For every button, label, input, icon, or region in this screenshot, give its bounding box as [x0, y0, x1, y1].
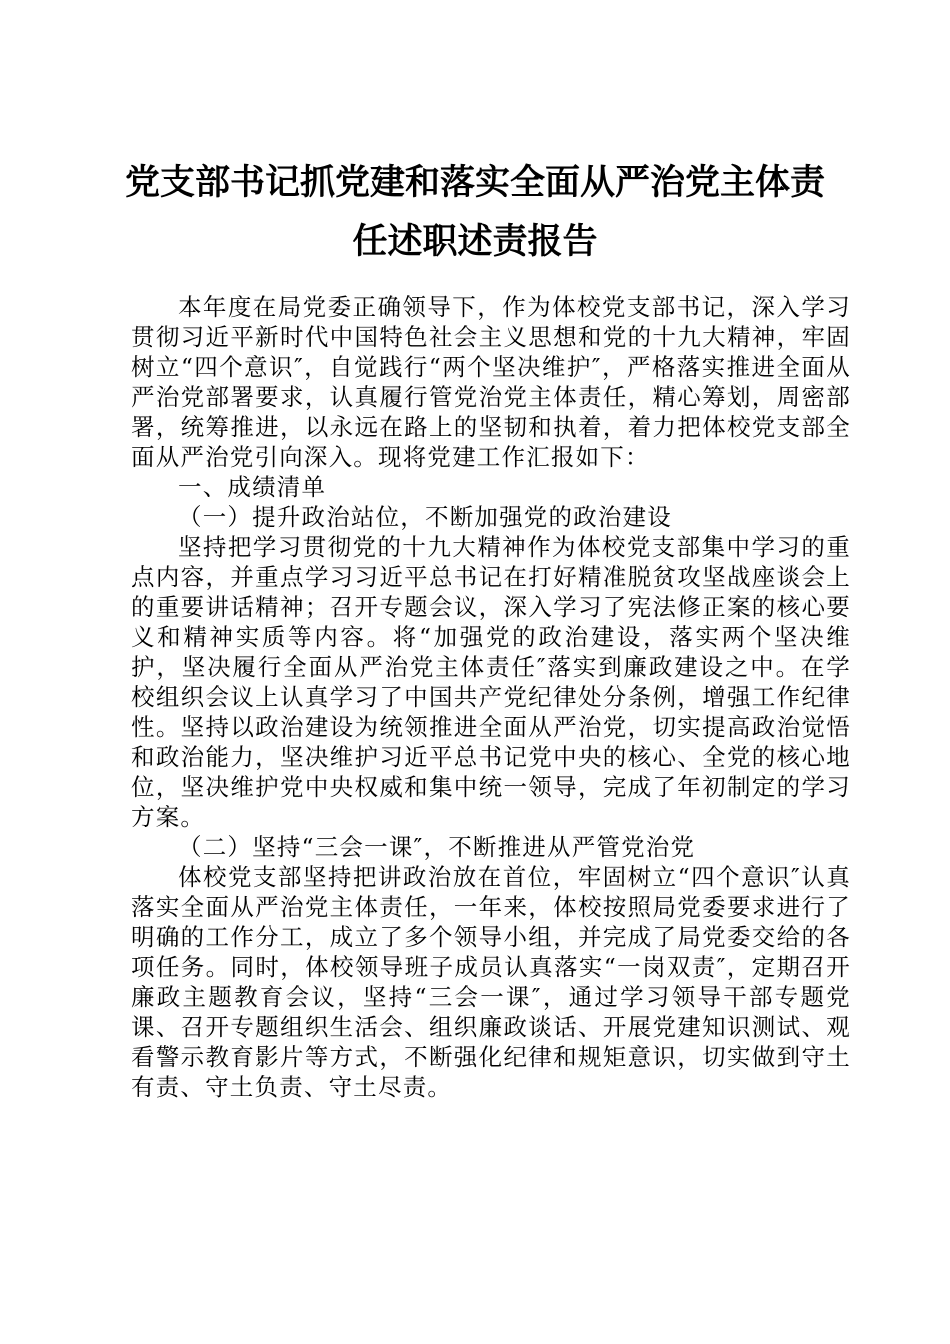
- subsection-heading-three-meetings: （二）坚持“三会一课″，不断推进从严管党治党: [178, 833, 696, 861]
- document-title-line-1: 党支部书记抓党建和落实全面从严治党主体责: [124, 162, 825, 203]
- subsection-heading-political-building: （一）提升政治站位，不断加强党的政治建设: [178, 503, 672, 531]
- document-title-line-2: 任述职述责报告: [352, 221, 598, 262]
- intro-paragraph: 本年度在局党委正确领导下，作为体校党支部书记，深入学习贯彻习近平新时代中国特色社会主义思想和党的十九大精神，牢固树立“四个意识″，自觉践行“两个坚决维护″，严格落实推进全面从严治党部署要求，认真履行管党治党主体责任，精心筹划，周密部署，统筹推进，以永远在路上的坚韧和执着，着力把体校党支部全面从严治党引向深入。现将党建工作汇报如下：: [131, 293, 851, 471]
- section-heading-achievements: 一、成绩清单: [178, 473, 327, 501]
- three-meetings-paragraph: 体校党支部坚持把讲政治放在首位，牢固树立“四个意识″认真落实全面从严治党主体责任，一年来，体校按照局党委要求进行了明确的工作分工，成立了多个领导小组，并完成了局党委交给的各项任务。同时，体校领导班子成员认真落实“一岗双责″，定期召开廉政主题教育会议，坚持“三会一课″，通过学习领导干部专题党课、召开专题组织生活会、组织廉政谈话、开展党建知识测试、观看警示教育影片等方式，不断强化纪律和规矩意识，切实做到守土有责、守土负责、守土尽责。: [131, 863, 851, 1101]
- political-building-paragraph: 坚持把学习贯彻党的十九大精神作为体校党支部集中学习的重点内容，并重点学习习近平总书记在打好精准脱贫攻坚战座谈会上的重要讲话精神；召开专题会议，深入学习了宪法修正案的核心要义和精神实质等内容。将“加强党的政治建设，落实两个坚决维护，坚决履行全面从严治党主体责任″落实到廉政建设之中。在学校组织会议上认真学习了中国共产党纪律处分条例，增强工作纪律性。坚持以政治建设为统领推进全面从严治党，切实提高政治觉悟和政治能力，坚决维护习近平总书记党中央的核心、全党的核心地位，坚决维护党中央权威和集中统一领导，完成了年初制定的学习方案。: [131, 533, 851, 831]
- document-body: [131, 292, 851, 1102]
